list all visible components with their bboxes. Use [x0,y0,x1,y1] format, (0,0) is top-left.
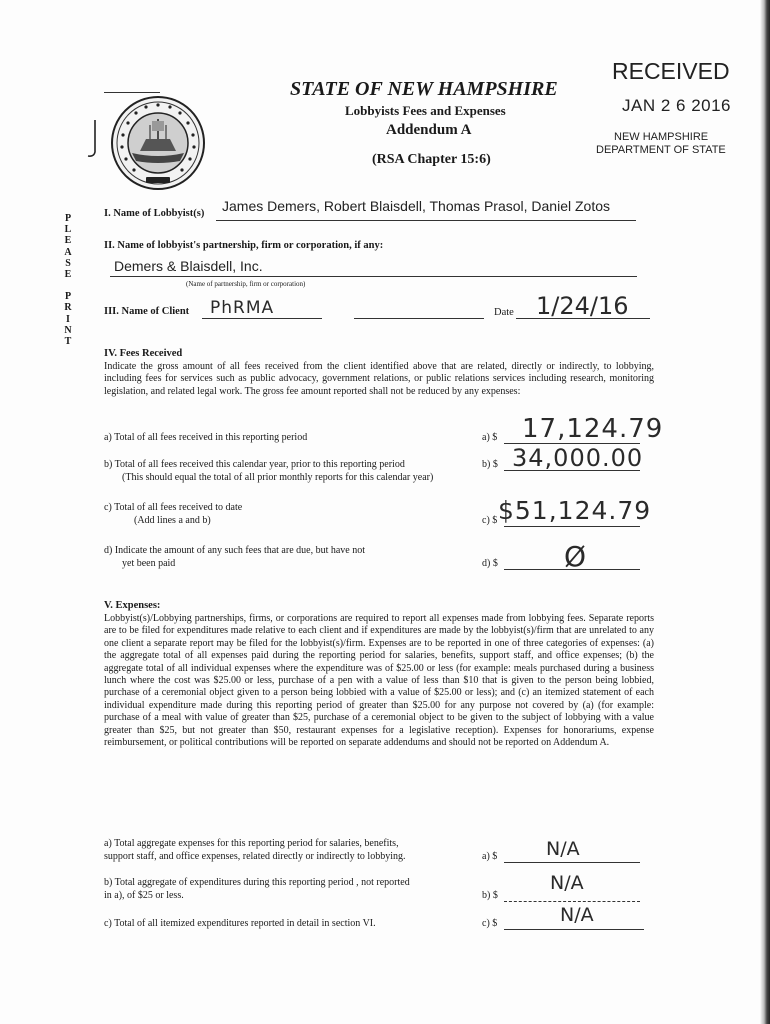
margin-letter: A [64,246,72,258]
fees-b-label: b) Total of all fees received this calendar year, prior to this reporting period [104,459,405,470]
margin-letter [62,280,74,291]
fees-d-prefix: d) $ [482,558,498,569]
expenses-b-label-1: b) Total aggregate of expenditures during this reporting period , not reported [104,877,410,888]
expenses-b-label-2: in a), of $25 or less. [104,890,184,901]
expenses-instructions: Lobbyist(s)/Lobbying partnerships, firms, or corporations are required to report all expenses made from lobbying fees. Separate reports are to be filed for expenditures made relative to each client and if expenditures are made by the lobbyist(s)/firm that are unrelated to any one client a separate report may be filed for the lobbyist(s)/firm. Expenses are to be reported in one of three categories of expenses: (a) the aggregate total of all expenses paid during the reporting period for salaries, benefits, support staff, and office expenses; (b) the aggregate total of all individual expenses where the expenditure was of $25.00 or less (for example: meals purchased during a business lunch where the cost was $25.00 or less, purchase of a pen with a value of less than $10 that is given to the person being lobbied, purchase of a ceremonial object given to a person being lobbied with a value of $25.00 or less); and (c) an itemized statement of each individual expenditure made during this reporting period of greater than $25.00 for any purpose not covered by (a) (for example: purchase of a meal with value of greater than $25, purchase of a ceremonial object to be given to the subject of lobbying with a value greater than $25, but not greater than $50, restaurant expenses for a legislative reception). Expenses for honorariums, expense reimbursement, or political contributions will be reported on separate addendums and should not be reported on Addendum A. [104,613,654,749]
fees-a-prefix: a) $ [482,432,498,443]
margin-letter: E [64,235,72,247]
fees-received-heading: IV. Fees Received [104,348,183,359]
lobbyist-name-label: I. Name of Lobbyist(s) [104,208,205,219]
fees-a-value[interactable]: 17,124.79 [522,414,664,444]
expenses-a-label-2: support staff, and office expenses, related directly or indirectly to lobbying. [104,851,406,862]
margin-letter: L [64,224,72,236]
fees-c-label: c) Total of all fees received to date [104,502,243,513]
stamp-line2: DEPARTMENT OF STATE [596,144,726,156]
expenses-a-prefix: a) $ [482,851,498,862]
expenses-a-value[interactable]: N/A [546,838,580,860]
state-seal-icon [110,95,206,191]
client-name-value[interactable]: PhRMA [210,298,275,318]
lobbyist-name-value[interactable]: James Demers, Robert Blaisdell, Thomas Prasol, Daniel Zotos [222,198,611,214]
fees-received-instructions: Indicate the gross amount of all fees received from the client identified above that are related, directly or indirectly, to lobbying, including fees for services such as public advocacy, government relations, or public relations services including research, monitoring legislation, and related legal work. The gross fee amount reported shall not be reduced by any expenses: [104,361,654,397]
please-print-margin [62,213,74,347]
fees-b-value[interactable]: 34,000.00 [512,444,644,472]
firm-name-caption: (Name of partnership, firm or corporation) [186,280,306,288]
top-rule [104,92,160,93]
fees-b-note: (This should equal the total of all prior monthly reports for this calendar year) [122,472,434,483]
fees-c-note: (Add lines a and b) [134,515,211,526]
margin-letter: T [64,336,72,348]
stamp-line1: NEW HAMPSHIRE [614,131,709,143]
margin-letter: P [64,213,72,224]
form-subtitle: Lobbyists Fees and Expenses [345,103,506,118]
fees-d-label: d) Indicate the amount of any such fees that are due, but have not [104,545,366,556]
firm-name-value[interactable]: Demers & Blaisdell, Inc. [114,258,263,274]
fees-c-prefix: c) $ [482,515,498,526]
expenses-c-prefix: c) $ [482,918,498,929]
date-label: Date [494,307,514,318]
fees-a-label: a) Total of all fees received in this reporting period [104,432,308,443]
form-title: STATE OF NEW HAMPSHIRE [290,78,558,100]
expenses-a-label-1: a) Total aggregate expenses for this reporting period for salaries, benefits, [104,838,399,849]
fees-d-note: yet been paid [122,558,176,569]
margin-letter: I [66,313,70,325]
check-mark-icon [86,118,104,160]
margin-letter: R [64,302,72,314]
margin-letter: E [64,269,72,281]
client-name-label: III. Name of Client [104,306,190,317]
margin-letter: N [64,324,72,336]
expenses-b-value[interactable]: N/A [550,872,584,894]
expenses-c-value[interactable]: N/A [560,904,594,926]
firm-name-label: II. Name of lobbyist's partnership, firm or corporation, if any: [104,240,384,251]
margin-letter: P [64,291,72,303]
stamp-received: RECEIVED [612,58,730,84]
margin-letter: S [65,257,71,269]
date-value[interactable]: 1/24/16 [536,292,629,320]
stamp-date: JAN 2 6 2016 [622,96,732,115]
scan-edge [760,0,770,1024]
expenses-c-label: c) Total of all itemized expenditures reported in detail in section VI. [104,918,376,929]
fees-c-value[interactable]: $51,124.79 [498,496,652,525]
fees-d-value[interactable]: Ø [564,540,587,573]
fees-b-prefix: b) $ [482,459,498,470]
expenses-b-prefix: b) $ [482,890,498,901]
addendum-label: Addendum A [386,122,472,138]
rsa-chapter: (RSA Chapter 15:6) [372,152,491,167]
expenses-heading: V. Expenses: [104,600,161,611]
